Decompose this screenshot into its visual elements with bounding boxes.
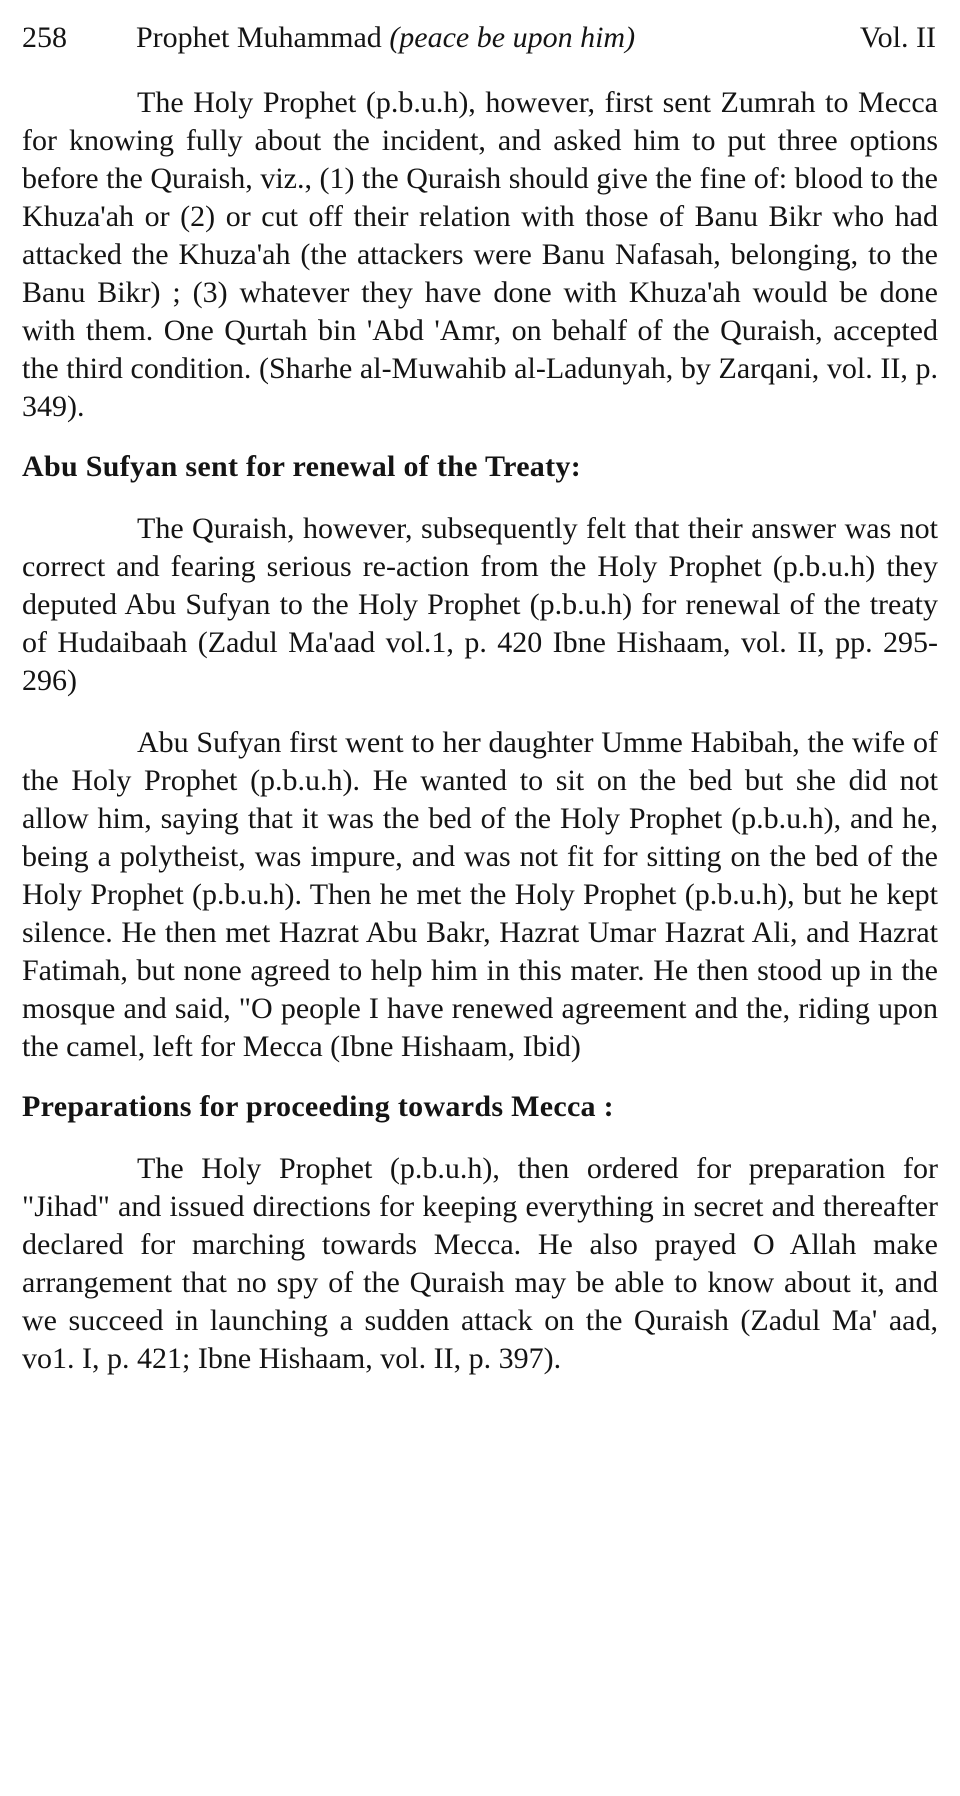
treaty-paragraph-2: Abu Sufyan first went to her daughter Umme Habibah, the wife of the Holy Prophet (p.b.u.h). He wanted to sit on the bed but she did not allow him, saying that it was the bed of the Holy Prophet (p.b.u.h), and he, being a polytheist, was impure, and was not fit for sitting on the bed of the Holy Prophet (p.b.u.h). Then he met the Holy Prophet (p.b.u.h), but he kept silence. He then met Hazrat Abu Bakr, Hazrat Umar Hazrat Ali, and Hazrat Fatimah, but none agreed to help him in this mater. He then stood up in the mosque and said, "O people I have renewed agreement and the, riding upon the camel, left for Mecca (Ibne Hishaam, Ibid) [22, 726, 938, 1063]
section-heading-preparations: Preparations for proceeding towards Mecca : [22, 1090, 614, 1123]
intro-paragraph: The Holy Prophet (p.b.u.h), however, first sent Zumrah to Mecca for knowing fully about the incident, and asked him to put three options before the Quraish, viz., (1) the Quraish should give the fine of: blood to the Khuza'ah or (2) or cut off their relation with those of Banu Bikr who had attacked the Khuza'ah (the attackers were Banu Nafasah, belonging, to the Banu Bikr) ; (3) whatever they have done with Khuza'ah would be done with them. One Qurtah bin 'Abd 'Amr, on behalf of the Quraish, accepted the third condition. (Sharhe al-Muwahib al-Ladunyah, by Zarqani, vol. II, p. 349). [22, 86, 938, 423]
running-header [22, 18, 938, 58]
page-body [22, 84, 938, 1378]
running-title-main: Prophet Muhammad [136, 21, 390, 54]
treaty-paragraph-1: The Quraish, however, subsequently felt that their answer was not correct and fearing serious re-action from the Holy Prophet (p.b.u.h) they deputed Abu Sufyan to the Holy Prophet (p.b.u.h) for renewal of the treaty of Hudaibaah (Zadul Ma'aad vol.1, p. 420 Ibne Hishaam, vol. II, pp. 295-296) [22, 512, 938, 697]
running-title-honorific: (peace be upon him) [389, 21, 636, 54]
preparations-paragraph: The Holy Prophet (p.b.u.h), then ordered for preparation for "Jihad" and issued directions for keeping everything in secret and thereafter declared for marching towards Mecca. He also prayed O Allah make arrangement that no spy of the Quraish may be able to know about it, and we succeed in launching a sudden attack on the Quraish (Zadul Ma' aad, vo1. I, p. 421; Ibne Hishaam, vol. II, p. 397). [22, 1152, 938, 1375]
page-number: 258 [22, 21, 67, 54]
section-heading-treaty-renewal: Abu Sufyan sent for renewal of the Treaty: [22, 450, 581, 483]
volume-label: Vol. II [859, 21, 936, 54]
book-page [22, 18, 938, 1378]
running-title [136, 18, 635, 58]
